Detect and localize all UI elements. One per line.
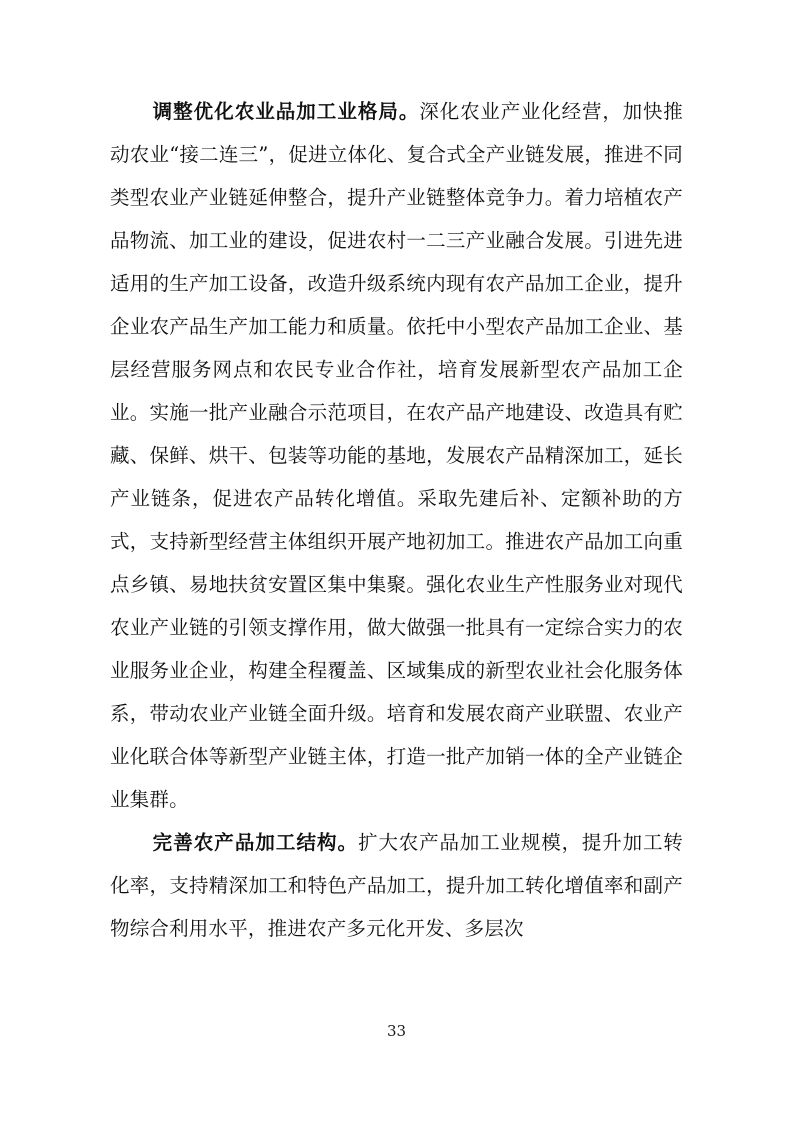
paragraph-1-lead: 调整优化农业品加工业格局。 (152, 100, 420, 123)
paragraph-1-body: 深化农业产业化经营，加快推动农业“接二连三”，促进立体化、复合式全产业链发展，推进不同类型农业产业链延伸整合，提升产业链整体竞争力。着力培植农产品物流、加工业的建设，促进农村一二三产业融合发展。引进先进适用的生产加工设备，改造升级系统内现有农产品加工企业，提升企业农产品生产加工能力和质量。依托中小型农产品加工企业、基层经营服务网点和农民专业合作社，培育发展新型农产品加工企业。实施一批产业融合示范项目，在农产品产地建设、改造具有贮藏、保鲜、烘干、包装等功能的基地，发展农产品精深加工，延长产业链条，促进农产品转化增值。采取先建后补、定额补助的方式，支持新型经营主体组织开展产地初加工。推进农产品加工向重点乡镇、易地扶贫安置区集中集聚。强化农业生产性服务业对现代农业产业链的引领支撑作用，做大做强一批具有一定综合实力的农业服务业企业，构建全程覆盖、区域集成的新型农业社会化服务体系，带动农业产业链全面升级。培育和发展农商产业联盟、农业产业化联合体等新型产业链主体，打造一批产加销一体的全产业链企业集群。 (110, 100, 683, 811)
page-content (110, 90, 683, 950)
page-number: 33 (386, 1022, 407, 1040)
paragraph-2-lead: 完善农产品加工结构。 (152, 831, 359, 854)
paragraph-2 (110, 821, 683, 950)
paragraph-2-body: 扩大农产品加工业规模，提升加工转化率，支持精深加工和特色产品加工，提升加工转化增值率和副产物综合利用水平，推进农产多元化开发、多层次 (110, 831, 683, 940)
paragraph-1 (110, 90, 683, 821)
